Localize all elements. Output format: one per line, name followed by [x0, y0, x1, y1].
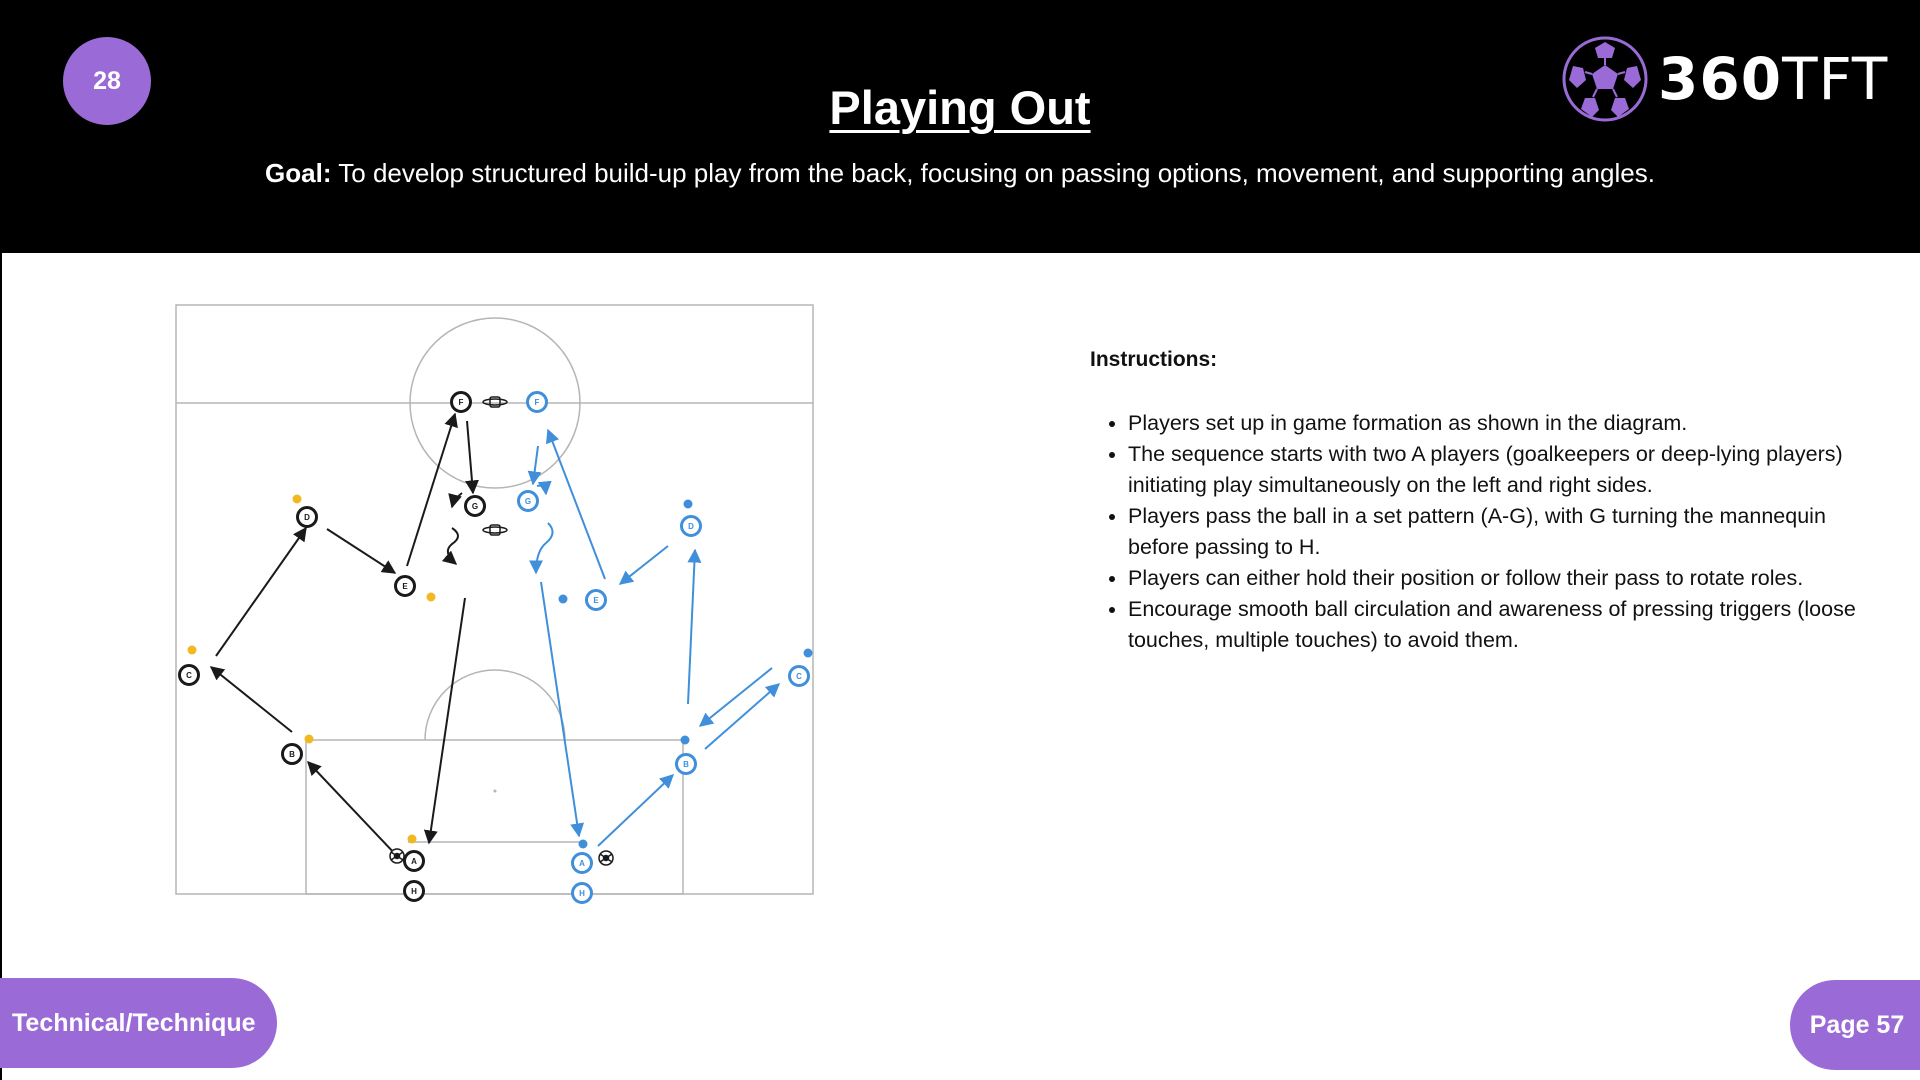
drill-diagram	[170, 296, 820, 916]
cone	[293, 495, 302, 504]
cone	[305, 735, 314, 744]
cone	[427, 593, 436, 602]
brand-logo	[1562, 36, 1888, 122]
player-a	[405, 852, 424, 871]
brand-wordmark-bold: 360	[1658, 45, 1783, 113]
cones-blue	[559, 500, 813, 849]
player-d	[298, 508, 317, 527]
player-label: F	[534, 398, 540, 407]
instruction-item: • Players can either hold their position or follow their pass to rotate roles.	[1128, 563, 1880, 594]
cone	[684, 500, 693, 509]
mannequin-middle	[483, 525, 507, 535]
player-label: E	[402, 582, 408, 591]
player-b	[283, 745, 302, 764]
player-label: D	[688, 522, 694, 531]
player-label: F	[458, 398, 464, 407]
player-label: G	[471, 502, 479, 511]
category-tab: Technical/Technique	[0, 978, 277, 1068]
player-c	[180, 666, 199, 685]
cone	[408, 835, 417, 844]
brand-wordmark	[1658, 45, 1888, 113]
page-title: Playing Out	[829, 81, 1091, 134]
instruction-item: • The sequence starts with two A players (goalkeepers or deep-lying players) initiating play simultaneously on the left and right sides.	[1128, 439, 1880, 501]
ball-left	[390, 849, 404, 863]
mannequins	[483, 397, 507, 535]
instruction-item: • Encourage smooth ball circulation and awareness of pressing triggers (loose touches, multiple touches) to avoid them.	[1128, 594, 1880, 656]
instructions-panel	[1090, 348, 1880, 656]
instructions-heading: Instructions:	[1090, 348, 1218, 371]
cone	[559, 595, 568, 604]
player-e	[587, 591, 606, 610]
player-c	[790, 667, 809, 686]
goal-label: Goal:	[265, 158, 332, 188]
player-label: E	[593, 596, 599, 605]
player-f	[452, 393, 471, 412]
brand-wordmark-light: TFT	[1782, 45, 1889, 113]
player-e	[396, 577, 415, 596]
player-b	[677, 755, 696, 774]
cone	[681, 736, 690, 745]
player-g	[519, 492, 538, 511]
player-label: H	[579, 889, 585, 898]
player-h	[405, 882, 424, 901]
penalty-spot	[494, 790, 497, 793]
player-d	[682, 517, 701, 536]
ball-right	[599, 851, 613, 865]
mannequin-top	[483, 397, 507, 407]
player-label: B	[683, 760, 689, 769]
session-number-badge: 28	[63, 37, 151, 125]
player-a	[573, 854, 592, 873]
cone	[804, 649, 813, 658]
player-label: G	[524, 497, 532, 506]
pitch-markings	[176, 305, 813, 894]
cones-yellow	[188, 495, 436, 844]
goal-text: To develop structured build-up play from the back, focusing on passing options, movement, and supporting angles.	[331, 158, 1655, 188]
player-label: H	[411, 887, 417, 896]
player-label: B	[289, 750, 295, 759]
player-g	[466, 497, 485, 516]
instruction-item: • Players set up in game formation as shown in the diagram.	[1128, 408, 1880, 439]
cone	[579, 840, 588, 849]
player-label: A	[411, 857, 417, 866]
pass-arrows-blue	[533, 430, 779, 846]
soccer-ball-icon	[1562, 36, 1648, 122]
pass-arrows-black	[211, 414, 473, 856]
player-label: C	[796, 672, 802, 681]
page-number-tab: Page 57	[1790, 980, 1920, 1070]
player-h	[573, 884, 592, 903]
cone	[188, 646, 197, 655]
goal-statement	[0, 158, 1920, 189]
instructions-list	[1090, 408, 1880, 656]
player-label: C	[186, 671, 192, 680]
instruction-item: • Players pass the ball in a set pattern (A-G), with G turning the mannequin before passing to H.	[1128, 501, 1880, 563]
player-label: D	[304, 513, 310, 522]
player-f	[528, 393, 547, 412]
player-label: A	[579, 859, 585, 868]
page-left-border	[0, 253, 2, 1080]
